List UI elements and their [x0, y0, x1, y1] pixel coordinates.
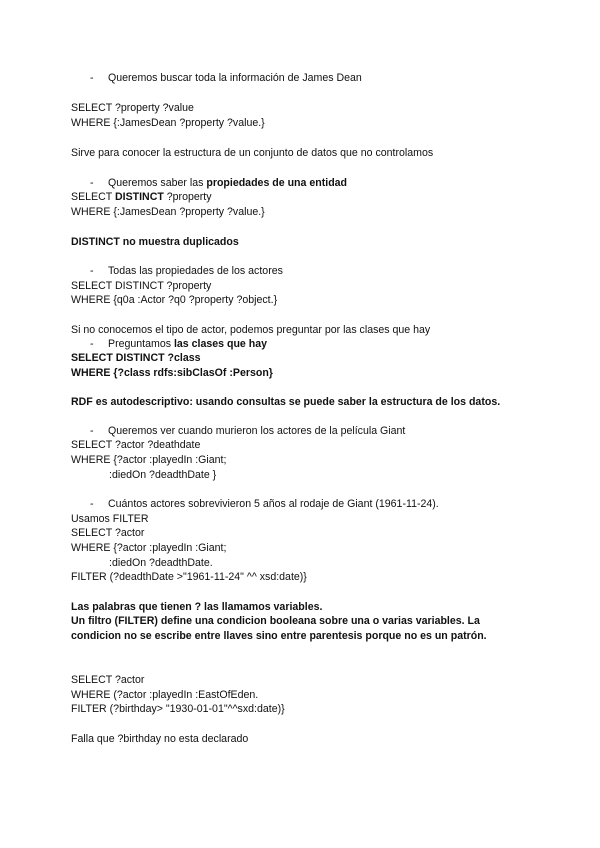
query-line: :diedOn ?deadthDate }	[109, 469, 217, 481]
query-line: FILTER (?deadthDate >"1961-11-24" ^^ xsd:date)}	[71, 571, 307, 583]
query-line: :diedOn ?deadthDate.	[109, 557, 213, 569]
query-line: SELECT ?actor ?deathdate	[71, 439, 201, 451]
bullet-text: Cuántos actores sobrevivieron 5 años al rodaje de Giant (1961-11-24).	[108, 498, 439, 510]
bold-text: propiedades de una entidad	[206, 177, 348, 189]
bullet-text	[108, 337, 267, 352]
note-bold: Un filtro (FILTER) define una condicion booleana sobre una o varias variables. La	[71, 615, 480, 627]
text-run: Preguntamos	[108, 338, 174, 350]
note-bold: RDF es autodescriptivo: usando consultas se puede saber la estructura de los datos.	[71, 396, 501, 408]
paragraph: Usamos FILTER	[71, 513, 149, 525]
query-line-bold: WHERE {?class rdfs:sibClasOf :Person}	[71, 367, 273, 379]
bullet-text	[108, 176, 347, 191]
paragraph: Si no conocemos el tipo de actor, podemos preguntar por las clases que hay	[71, 324, 431, 336]
query-line	[71, 190, 212, 205]
query-line: FILTER (?birthday> "1930-01-01"^^sxd:date)}	[71, 703, 285, 715]
query-line: WHERE (?actor :playedIn :EastOfEden.	[71, 689, 259, 701]
bullet-dash: -	[90, 338, 94, 350]
text-run: SELECT	[71, 191, 115, 203]
bullet-text: Queremos buscar toda la información de James Dean	[108, 72, 362, 84]
paragraph: Sirve para conocer la estructura de un conjunto de datos que no controlamos	[71, 147, 434, 159]
query-line: WHERE {:JamesDean ?property ?value.}	[71, 206, 265, 218]
bullet-dash: -	[90, 265, 94, 277]
query-line: SELECT DISTINCT ?property	[71, 280, 212, 292]
bullet-dash: -	[90, 425, 94, 437]
bullet-dash: -	[90, 177, 94, 189]
note-bold: Las palabras que tienen ? las llamamos variables.	[71, 601, 323, 613]
bullet-dash: -	[90, 498, 94, 510]
note-bold: condicion no se escribe entre llaves sino entre parentesis porque no es un patrón.	[71, 630, 487, 642]
query-line: SELECT ?actor	[71, 527, 145, 539]
bullet-dash: -	[90, 72, 94, 84]
query-line: SELECT ?property ?value	[71, 102, 194, 114]
text-run: Queremos saber las	[108, 177, 207, 189]
bullet-text: Todas las propiedades de los actores	[108, 265, 283, 277]
query-line: WHERE {?actor :playedIn :Giant;	[71, 454, 227, 466]
query-line: SELECT ?actor	[71, 674, 145, 686]
paragraph: Falla que ?birthday no esta declarado	[71, 733, 249, 745]
bullet-text: Queremos ver cuando murieron los actores de la película Giant	[108, 425, 406, 437]
query-line: WHERE {q0a :Actor ?q0 ?property ?object.}	[71, 294, 278, 306]
bold-text: DISTINCT	[114, 191, 164, 203]
query-line: WHERE {:JamesDean ?property ?value.}	[71, 117, 265, 129]
note-bold: DISTINCT no muestra duplicados	[71, 236, 239, 248]
text-run: ?property	[163, 191, 212, 203]
query-line-bold: SELECT DISTINCT ?class	[71, 352, 201, 364]
query-line: WHERE {?actor :playedIn :Giant;	[71, 542, 227, 554]
bold-text: las clases que hay	[173, 338, 268, 350]
